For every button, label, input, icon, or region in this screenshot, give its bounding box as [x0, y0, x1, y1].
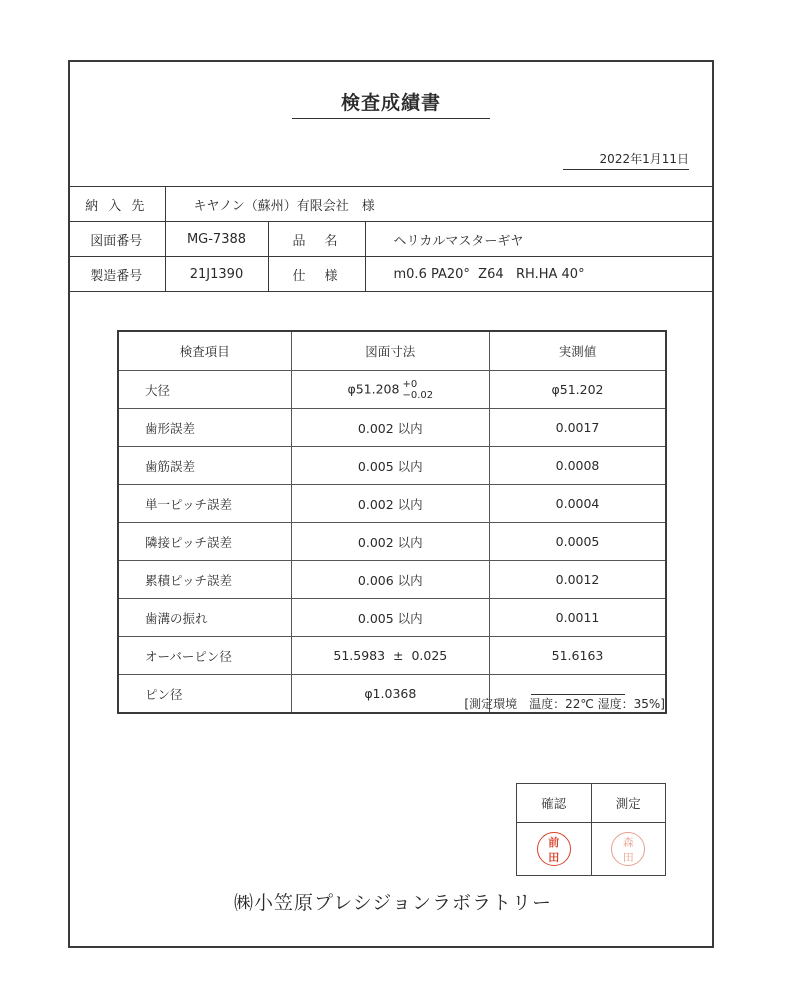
seal-char-bottom: 田 — [622, 851, 634, 864]
inspection-header-row — [118, 331, 666, 371]
drawing-no-label: 図面番号 — [68, 222, 165, 257]
inspection-item: ピン径 — [118, 675, 291, 714]
drawing-dimension: 0.005 以内 — [291, 447, 489, 485]
table-row — [118, 561, 666, 599]
table-row — [118, 371, 666, 409]
inspection-item: 大径 — [118, 371, 291, 409]
info-row-serial — [68, 257, 714, 292]
measurement-environment-note: [測定環境 温度：22℃ 湿度：35%] — [464, 697, 665, 711]
inspection-item: 単一ピッチ誤差 — [118, 485, 291, 523]
approval-seal-row — [517, 823, 666, 876]
drawing-dimension: 0.006 以内 — [291, 561, 489, 599]
seal-char-top: 前 — [548, 836, 560, 849]
recipient-label: 納 入 先 — [68, 187, 165, 222]
measured-value: φ51.202 — [490, 371, 666, 409]
tolerance-minus: −0.02 — [402, 389, 434, 401]
product-name-label: 品 名 — [268, 222, 365, 257]
document-title: 検査成績書 — [292, 88, 490, 119]
recipient-value: キヤノン（蘇州）有限会社 様 — [165, 187, 714, 222]
inspection-item: 歯筋誤差 — [118, 447, 291, 485]
seal-char-top: 森 — [622, 836, 634, 849]
document-date: 2022年1月11日 — [563, 150, 689, 170]
header-inspection-item: 検査項目 — [118, 331, 291, 371]
serial-no-label: 製造番号 — [68, 257, 165, 292]
spec-value: m0.6 PA20° Z64 RH.HA 40° — [365, 257, 714, 292]
inspection-item: オーバーピン径 — [118, 637, 291, 675]
drawing-no-value: MG-7388 — [165, 222, 268, 257]
drawing-dimension: φ1.0368 — [291, 675, 489, 714]
dimension-nominal: φ51.208 — [347, 381, 400, 396]
inspection-item: 累積ピッチ誤差 — [118, 561, 291, 599]
measure-seal-stamp-icon — [611, 832, 645, 866]
inspection-item: 隣接ピッチ誤差 — [118, 523, 291, 561]
product-name-value: ヘリカルマスターギヤ — [365, 222, 714, 257]
drawing-dimension: 0.002 以内 — [291, 485, 489, 523]
table-row — [118, 485, 666, 523]
measured-value: 51.6163 — [490, 637, 666, 675]
drawing-dimension — [291, 371, 489, 409]
tolerance — [402, 379, 433, 401]
inspection-table — [117, 330, 667, 714]
table-row — [118, 599, 666, 637]
header-measured-value: 実測値 — [490, 331, 666, 371]
approval-table — [516, 783, 666, 876]
inspection-item: 歯形誤差 — [118, 409, 291, 447]
measured-value: 0.0017 — [490, 409, 666, 447]
info-table — [68, 186, 714, 292]
measured-value: 0.0012 — [490, 561, 666, 599]
confirm-seal-cell — [517, 823, 592, 876]
table-row — [118, 447, 666, 485]
measured-value: 0.0011 — [490, 599, 666, 637]
header-drawing-dimension: 図面寸法 — [291, 331, 489, 371]
table-row — [118, 637, 666, 675]
approval-header-row — [517, 784, 666, 823]
measure-label: 測定 — [591, 784, 666, 823]
drawing-dimension: 0.005 以内 — [291, 599, 489, 637]
confirm-seal-stamp-icon — [537, 832, 571, 866]
drawing-dimension: 51.5983 ± 0.025 — [291, 637, 489, 675]
seal-char-bottom: 田 — [548, 851, 560, 864]
measure-seal-cell — [591, 823, 666, 876]
drawing-dimension: 0.002 以内 — [291, 523, 489, 561]
drawing-dimension: 0.002 以内 — [291, 409, 489, 447]
confirm-label: 確認 — [517, 784, 592, 823]
company-name: ㈱小笠原プレシジョンラボラトリー — [234, 892, 552, 914]
tolerance-plus: +0 — [402, 378, 418, 390]
measured-value: 0.0005 — [490, 523, 666, 561]
spec-label: 仕 様 — [268, 257, 365, 292]
inspection-item: 歯溝の振れ — [118, 599, 291, 637]
table-row — [118, 409, 666, 447]
table-row — [118, 523, 666, 561]
info-row-recipient — [68, 187, 714, 222]
measured-value: 0.0004 — [490, 485, 666, 523]
info-row-drawing — [68, 222, 714, 257]
measured-value: 0.0008 — [490, 447, 666, 485]
serial-no-value: 21J1390 — [165, 257, 268, 292]
